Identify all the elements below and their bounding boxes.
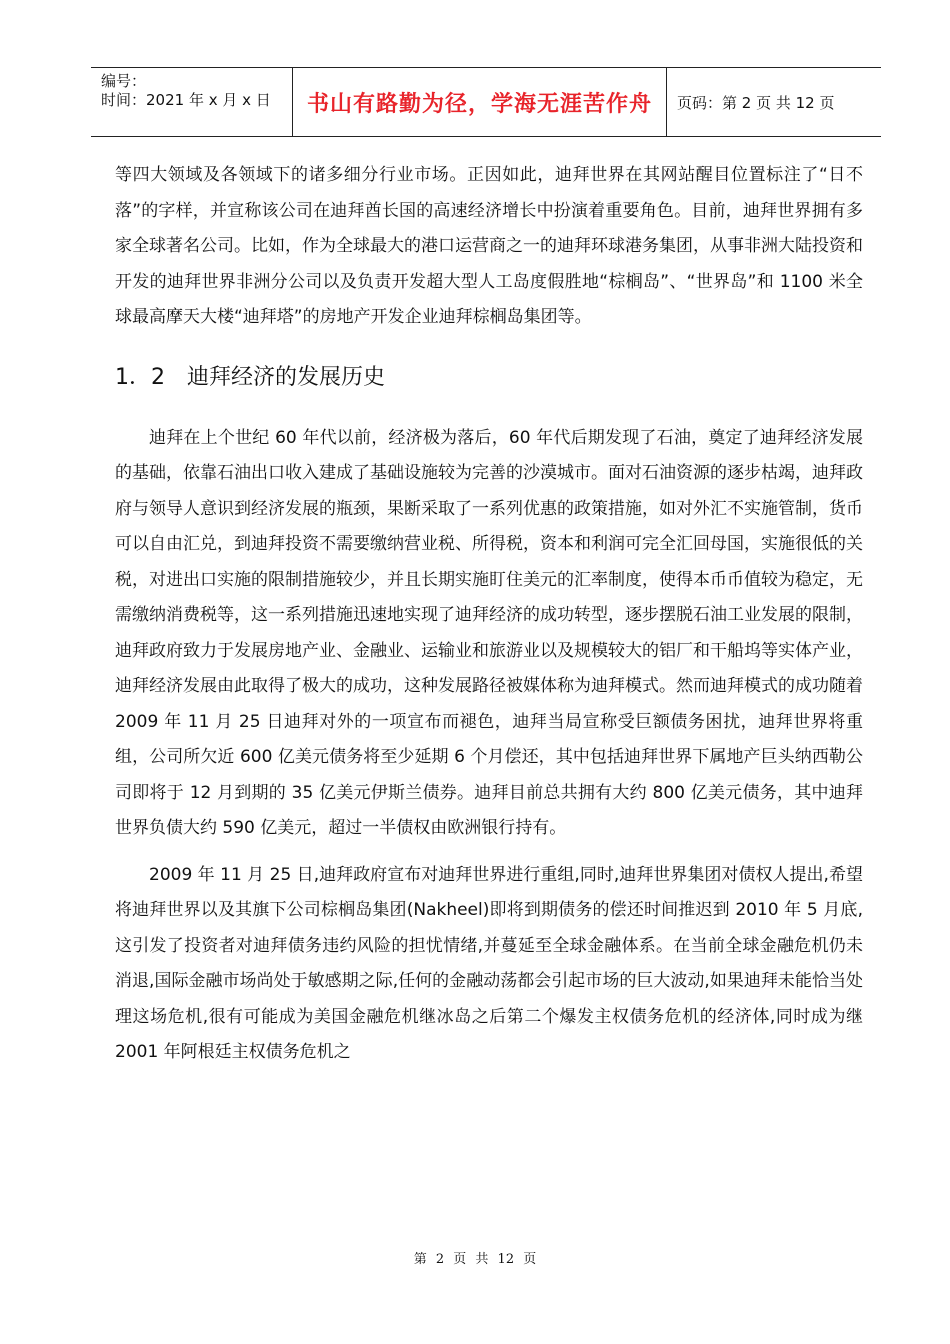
page-footer: 第 2 页 共 12 页 <box>413 1252 537 1267</box>
header-page-label: 页码：第 2 页 共 12 页 <box>677 93 835 112</box>
serial-label: 编号： <box>101 72 147 90</box>
time-label: 时间：2021 年 x 月 x 日 <box>101 91 271 109</box>
paragraph-continued: 等四大领域及各领域下的诸多细分行业市场。正因如此，迪拜世界在其网站醒目位置标注了“日不落”的字样，并宣称该公司在迪拜酋长国的高速经济增长中扮演着重要角色。目前，迪拜世界拥有多家全球著名公司。比如，作为全球最大的港口运营商之一的迪拜环球港务集团，从事非洲大陆投资和开发的迪拜世界非洲分公司以及负责开发超大型人工岛度假胜地“棕榈岛”、“世界岛”和 1100 米全球最高摩天大楼“迪拜塔”的房地产开发企业迪拜棕榈岛集团等。 <box>115 165 863 327</box>
page-header <box>91 67 881 137</box>
document-body <box>115 158 863 1071</box>
header-motto: 书山有路勤为径，学海无涯苦作舟 <box>293 68 667 136</box>
section-title: 1．2 迪拜经济的发展历史 <box>115 364 385 390</box>
header-meta <box>91 68 293 136</box>
paragraph-history: 迪拜在上个世纪 60 年代以前，经济极为落后，60 年代后期发现了石油，奠定了迪拜经济发展的基础，依靠石油出口收入建成了基础设施较为完善的沙漠城市。面对石油资源的逐步枯竭，迪拜政府与领导人意识到经济发展的瓶颈，果断采取了一系列优惠的政策措施，如对外汇不实施管制，货币可以自由汇兑，到迪拜投资不需要缴纳营业税、所得税，资本和利润可完全汇回母国，实施很低的关税，对进出口实施的限制措施较少，并且长期实施盯住美元的汇率制度，使得本币币值较为稳定，无需缴纳消费税等，这一系列措施迅速地实现了迪拜经济的成功转型，逐步摆脱石油工业发展的限制，迪拜政府致力于发展房地产业、金融业、运输业和旅游业以及规模较大的铝厂和干船坞等实体产业，迪拜经济发展由此取得了极大的成功，这种发展路径被媒体称为迪拜模式。然而迪拜模式的成功随着 2009 年 11 月 25 日迪拜对外的一项宣布而褪色，迪拜当局宣称受巨额债务困扰，迪拜世界将重组，公司所欠近 600 亿美元债务将至少延期 6 个月偿还，其中包括迪拜世界下属地产巨头纳西勒公司即将于 12 月到期的 35 亿美元伊斯兰债券。迪拜目前总共拥有大约 800 亿美元债务，其中迪拜世界负债大约 590 亿美元，超过一半债权由欧洲银行持有。 <box>115 427 863 838</box>
paragraph-restructure: 2009 年 11 月 25 日,迪拜政府宣布对迪拜世界进行重组,同时,迪拜世界集团对债权人提出,希望将迪拜世界以及其旗下公司棕榈岛集团(Nakheel)即将到期债务的偿还时间推迟到 2010 年 5 月底,这引发了投资者对迪拜债务违约风险的担忧情绪,并蔓延至全球金融体系。在当前全球金融危机仍未消退,国际金融市场尚处于敏感期之际,任何的金融动荡都会引起市场的巨大波动,如果迪拜未能恰当处理这场危机,很有可能成为美国金融危机继冰岛之后第二个爆发主权债务危机的经济体,同时成为继 2001 年阿根廷主权债务危机之 <box>115 864 863 1062</box>
